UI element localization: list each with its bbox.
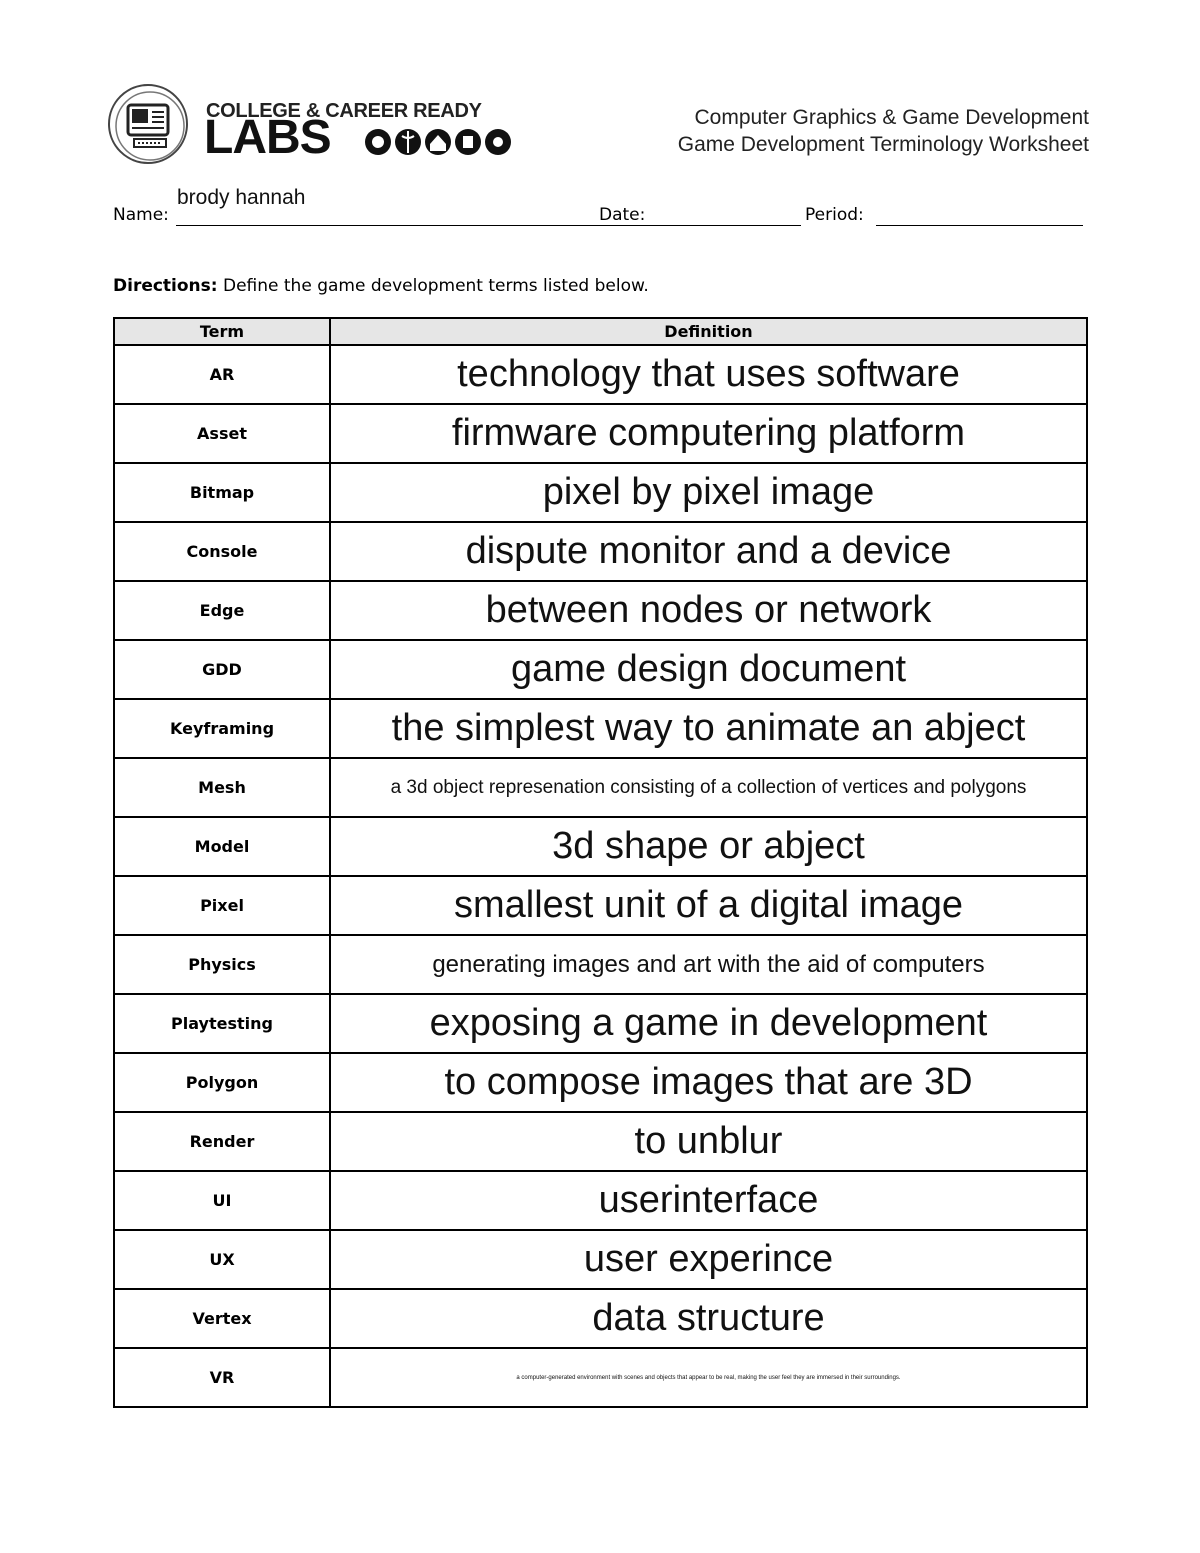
term-cell: Edge [114, 581, 330, 640]
table-row [114, 817, 1087, 876]
term-cell: Playtesting [114, 994, 330, 1053]
definition-cell[interactable]: to unblur [330, 1112, 1087, 1171]
definition-column-header: Definition [330, 318, 1087, 345]
directions-label: Directions: [113, 276, 218, 296]
name-value: brody hannah [177, 186, 306, 209]
definition-cell[interactable]: data structure [330, 1289, 1087, 1348]
table-row [114, 1348, 1087, 1407]
table-row [114, 935, 1087, 994]
table-row [114, 463, 1087, 522]
definition-cell[interactable]: generating images and art with the aid of computers [330, 935, 1087, 994]
definition-cell[interactable]: the simplest way to animate an abject [330, 699, 1087, 758]
logo-tagline: COLLEGE & CAREER READY [206, 100, 482, 122]
term-cell: Bitmap [114, 463, 330, 522]
logo-wordmark: LABS [204, 111, 331, 164]
term-cell: Keyframing [114, 699, 330, 758]
term-cell: Model [114, 817, 330, 876]
definition-cell[interactable]: between nodes or network [330, 581, 1087, 640]
table-row [114, 522, 1087, 581]
directions [113, 276, 649, 296]
definition-cell[interactable]: to compose images that are 3D [330, 1053, 1087, 1112]
worksheet-header [678, 104, 1089, 158]
labs-logo [108, 84, 518, 170]
term-column-header: Term [114, 318, 330, 345]
table-row [114, 1053, 1087, 1112]
term-cell: Physics [114, 935, 330, 994]
definition-cell[interactable]: pixel by pixel image [330, 463, 1087, 522]
term-cell: Console [114, 522, 330, 581]
computer-emblem-icon [108, 84, 188, 164]
table-row [114, 640, 1087, 699]
career-badges-icon [364, 122, 514, 162]
period-field[interactable] [876, 225, 1083, 226]
table-header-row [114, 318, 1087, 345]
definition-cell[interactable]: a computer-generated environment with scenes and objects that appear to be real, making the user feel they are immersed in their surroundings. [330, 1348, 1087, 1407]
worksheet-title: Game Development Terminology Worksheet [677, 133, 1089, 156]
date-label: Date: [599, 205, 646, 225]
definition-cell[interactable]: a 3d object represenation consisting of a collection of vertices and polygons [330, 758, 1087, 817]
term-cell: Vertex [114, 1289, 330, 1348]
table-row [114, 1171, 1087, 1230]
student-info-row [113, 203, 1088, 229]
name-field[interactable] [176, 225, 707, 226]
term-cell: Polygon [114, 1053, 330, 1112]
definition-cell[interactable]: technology that uses software [330, 345, 1087, 404]
table-row [114, 1230, 1087, 1289]
term-cell: UI [114, 1171, 330, 1230]
table-row [114, 994, 1087, 1053]
definition-cell[interactable]: user experince [330, 1230, 1087, 1289]
term-cell: UX [114, 1230, 330, 1289]
definition-cell[interactable]: smallest unit of a digital image [330, 876, 1087, 935]
table-row [114, 1112, 1087, 1171]
period-label: Period: [805, 205, 864, 225]
term-cell: Asset [114, 404, 330, 463]
table-row [114, 345, 1087, 404]
term-cell: Mesh [114, 758, 330, 817]
directions-text: Define the game development terms listed below. [217, 276, 649, 296]
definition-cell[interactable]: 3d shape or abject [330, 817, 1087, 876]
definition-cell[interactable]: firmware computering platform [330, 404, 1087, 463]
date-field[interactable] [650, 225, 801, 226]
table-row [114, 699, 1087, 758]
name-label: Name: [113, 205, 169, 225]
table-row [114, 876, 1087, 935]
term-cell: Pixel [114, 876, 330, 935]
definition-cell[interactable]: userinterface [330, 1171, 1087, 1230]
table-row [114, 404, 1087, 463]
term-cell: AR [114, 345, 330, 404]
terms-table [113, 317, 1088, 1408]
table-row [114, 758, 1087, 817]
definition-cell[interactable]: exposing a game in development [330, 994, 1087, 1053]
table-row [114, 1289, 1087, 1348]
course-title: Computer Graphics & Game Development [694, 106, 1089, 129]
definition-cell[interactable]: dispute monitor and a device [330, 522, 1087, 581]
term-cell: VR [114, 1348, 330, 1407]
definition-cell[interactable]: game design document [330, 640, 1087, 699]
term-cell: GDD [114, 640, 330, 699]
term-cell: Render [114, 1112, 330, 1171]
table-row [114, 581, 1087, 640]
